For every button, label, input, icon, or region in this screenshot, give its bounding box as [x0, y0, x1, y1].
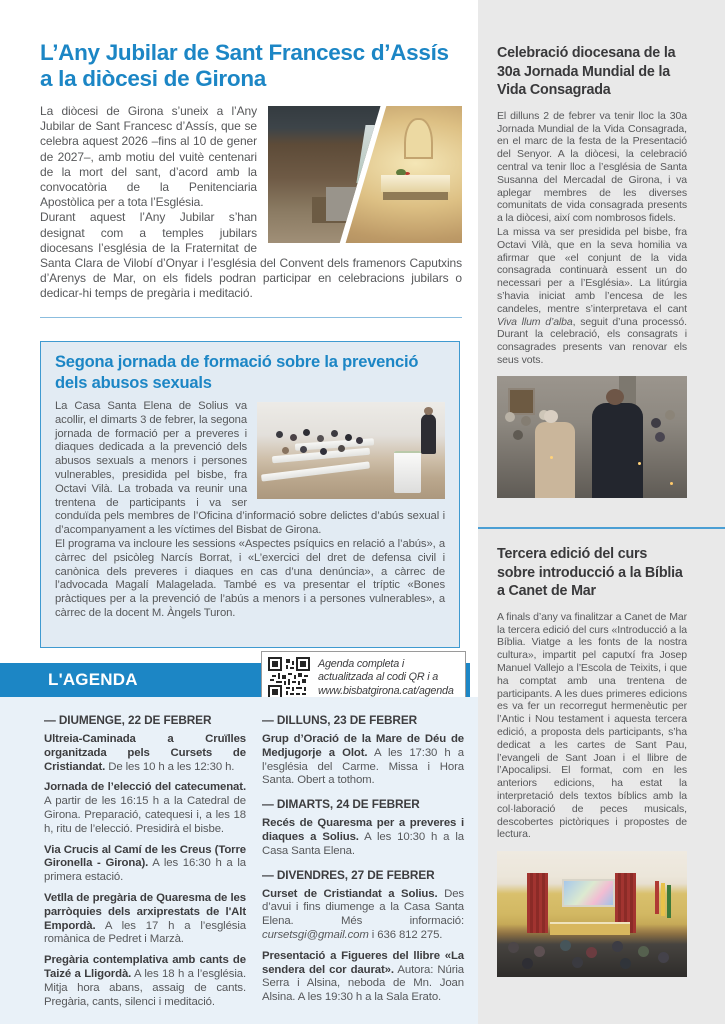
qr-caption-line: Agenda completa i	[318, 658, 405, 671]
agenda-item-text: i 636 812 275.	[368, 928, 443, 941]
song-title: Viva llum d’alba	[497, 315, 573, 328]
agenda-date: — DIVENDRES, 27 DE FEBRER	[262, 867, 435, 882]
sidebar-body	[497, 611, 687, 841]
hall-flags	[655, 881, 659, 914]
church-painting	[508, 388, 535, 415]
agenda-item-text: Autora: Núria Serra i Alsina, neboda de Mn. Joan Alsina. A les 19:30 h a la Sala Erato.	[262, 963, 464, 1004]
projection-screen	[562, 879, 615, 907]
agenda-item-title: Grup d’Oració de la Mare de Déu de Medjugorje a Olot.	[262, 733, 464, 759]
agenda-columns	[44, 713, 464, 1016]
classroom-attendees	[276, 431, 283, 438]
congregation-man	[592, 403, 643, 498]
agenda-date: — DIMARTS, 24 DE FEBRER	[262, 797, 420, 812]
agenda-item	[44, 733, 246, 774]
agenda-item-text: A partir de les 16:15 h a la Catedral de Girona. Preparació, catequesi i, a les 18 h, ritu de l’elecció. Presidirà el bisbe.	[44, 795, 246, 835]
agenda-date: — DIUMENGE, 22 DE FEBRER	[44, 713, 212, 727]
sidebar-title: Celebració diocesana de la 30a Jornada Mundial de la Vida Consagrada	[497, 45, 676, 99]
paragraph: La Casa Santa Elena de Solius va acollir, el dimarts 3 de febrer, la segona jornada de formació per a preveres i diaques dedicada a la prevenció dels abusos sexuals a menors i persones vulnerables, presidida pel bisbe, fra Octavi Vilà. La trobada va reunir una trentena de participants i va ser conduïda pels membres de l’Oficina d’informació sobre delictes d’abús sexual i d’acompanyament a les víctimes del Bisbat de Girona.	[55, 400, 445, 537]
agenda-item-text: A les 17 h a l’església romànica de Pedret i Marzà.	[44, 919, 246, 946]
agenda-item	[262, 888, 464, 943]
agenda-item-title: Vetlla de pregària de Quaresma de les parròquies dels arxiprestats de l'Alt Empordà.	[44, 891, 246, 932]
box-title: Segona jornada de formació sobre la prevenció dels abusos sexuals	[55, 353, 419, 392]
qr-caption	[318, 658, 454, 698]
agenda-item	[44, 844, 246, 885]
paragraph-text: , seguit d’una processó. Durant la celebració, els consagrats i consagrades presents van renovar els seus vots.	[497, 315, 687, 366]
agenda-column-right	[262, 713, 464, 1016]
photo-formation-session	[257, 402, 445, 499]
classroom-lectern	[394, 451, 421, 493]
paragraph: Durant aquest l’Any Jubilar s’han designat com a temples jubilars diocesans l’església de la Fraternitat de Santa Clara de Vilobí d’Onyar i l’església del Convent dels framenors Caputxins d’Arenys de Mar, on els fidels podran participar en celebracions jubilars o dedicar-hi temps de pregària i meditació.	[40, 210, 462, 301]
sidebar-article-biblia	[497, 545, 687, 977]
agenda-date: — DILLUNS, 23 DE FEBRER	[262, 713, 418, 727]
agenda-section	[0, 697, 478, 1024]
agenda-item-title: Pregària contemplativa amb cants de Taizé a Lligordà.	[44, 954, 246, 980]
agenda-item-title: Ultreia-Caminada a Cruïlles organitzada pels Cursets de Cristiandat.	[44, 733, 246, 773]
speakers-table	[550, 922, 630, 935]
qr-code-icon	[268, 657, 310, 699]
article-any-jubilar	[40, 40, 462, 302]
agenda-item-text: Des d’avui i fins diumenge a la Casa Santa Elena. Més informació:	[262, 887, 465, 928]
paragraph: El programa va incloure les sessions «Aspectes psíquics en relació a l’abús», a càrrec del psicòleg Narcís Borrat, i «L’exercici del dret de defensa civil i canònica dels preveres i diaques en cas d’una denúncia», a càrrec de l’advocada Magalí Malagelada. També es va presentar el tríptic «Bones pràctiques per a la prevenció de l’abús a menors i a persones vulnerables», a càrrec de la docent M. Àngels Turon.	[55, 537, 445, 619]
agenda-item	[262, 817, 464, 858]
sidebar-body	[497, 110, 687, 367]
hall-audience	[508, 942, 519, 953]
agenda-item	[262, 950, 464, 1005]
altar-flowers-detail	[396, 169, 406, 176]
classroom-table	[261, 461, 370, 481]
agenda-item-text: A les 17:30 h a l’església del Carme. Missa i Hora Santa. Obert a tothom.	[262, 746, 464, 787]
agenda-item-title: Via Crucis al Camí de les Creus (Torre Gironella - Girona).	[44, 843, 246, 870]
article-prevencio-box	[40, 341, 460, 648]
box-body	[55, 400, 445, 621]
agenda-item-title: Recés de Quaresma per a preveres i diaques a Solius.	[262, 817, 464, 843]
agenda-item-title: Jornada de l’elecció del catecumenat.	[44, 781, 246, 794]
congregation-crowd	[505, 412, 515, 422]
sidebar-article-vida-consagrada	[497, 44, 687, 498]
agenda-banner-label: L'AGENDA	[48, 670, 138, 689]
agenda-item-text: A les 18 h a l’església. Mitja hora abans, assaig de cants. Pregària, cants, silenci i meditació.	[44, 967, 247, 1008]
paragraph: A finals d’any va finalitzar a Canet de Mar la tercera edició del curs «Introducció a la Bíblia. Viatge a les fonts de la nostra cultura», impartit pel caputxí fra Josep Manuel Vallejo a l’Escola de Teixits, i que ha comptat amb una trentena de participants. A les dues primeres edicions es va fer un recorregut hermenèutic per l’Antic i Nou testament i aquesta tercera edició, a proposta dels participants, s’ha dedicat a les cartes de Sant Pau, l’evangeli de Sant Joan i el llibre de l’Apocalipsi. El format, com en les anteriors edicions, ha estat la interpretació dels textos bíblics amb la col·laboració de peces musicals, descobertes pictòriques i propostes de lectura.	[497, 610, 687, 841]
hall-curtain-left	[527, 873, 548, 933]
agenda-item-title: Presentació a Figueres del llibre «La sendera del cor daurat».	[262, 949, 464, 976]
section-divider	[40, 317, 462, 318]
agenda-item	[44, 954, 246, 1009]
agenda-item	[44, 892, 246, 947]
paragraph-text: La missa va ser presidida pel bisbe, fra Octavi Vilà, que en la seva homilia va afirmar que «el conjunt de la vida consagrada continuarà essent un do necessari per a l’Església». La litúrgia s’havia iniciat amb l’encesa de les candeles, mentre s’interpretava el cant	[497, 225, 687, 315]
photo-conference-hall	[497, 851, 687, 977]
paragraph	[497, 226, 687, 367]
agenda-item-text: A les 10:30 h a la Casa Santa Elena.	[262, 830, 464, 857]
qr-caption-line: www.bisbatgirona.cat/agenda	[318, 684, 454, 697]
sidebar-divider	[478, 527, 725, 529]
page-title: L’Any Jubilar de Sant Francesc d’Assís a la diòcesi de Girona	[40, 40, 449, 91]
agenda-column-left	[44, 713, 246, 1016]
classroom-speaker	[421, 414, 436, 454]
agenda-item-email: cursetsgi@gmail.com	[262, 928, 369, 941]
photo-church-diptych	[268, 106, 462, 243]
article-body	[40, 104, 462, 302]
congregation-woman	[535, 422, 575, 498]
paragraph: El dilluns 2 de febrer va tenir lloc la 30a Jornada Mundial de la Vida Consagrada, en el marc de la festa de la Presentació del Senyor. A la diòcesi, la celebració central va tenir lloc a l’església de Santa Susanna del Mercadal de Girona, i va aplegar membres de les diverses comunitats de vida consagrada presents a la diòcesi, així com nombrosos fidels.	[497, 109, 687, 225]
photo-congregation	[497, 376, 687, 498]
qr-caption-line: actualitzada al codi QR i a	[318, 671, 439, 684]
classroom-table	[272, 448, 370, 463]
sidebar-title: Tercera edició del curs sobre introducció a la Bíblia a Canet de Mar	[497, 546, 683, 600]
agenda-item-title: Curset de Cristiandat a Solius.	[262, 887, 438, 900]
agenda-item-text: A les 16:30 h a la primera estació.	[44, 857, 246, 884]
agenda-item-text: De les 10 h a les 12:30 h.	[105, 760, 235, 773]
paragraph: La diòcesi de Girona s’uneix a l’Any Jubilar de Sant Francesc d’Assís, que se celebra aquest 2026 –fins al 10 de gener de 2027–, amb motiu del vuitè centenari de la mort del sant, d’acord amb la convocatòria de la Penitenciaria Apostòlica per a tota l’Església.	[40, 104, 257, 210]
agenda-item	[262, 733, 464, 788]
agenda-item	[44, 781, 246, 836]
